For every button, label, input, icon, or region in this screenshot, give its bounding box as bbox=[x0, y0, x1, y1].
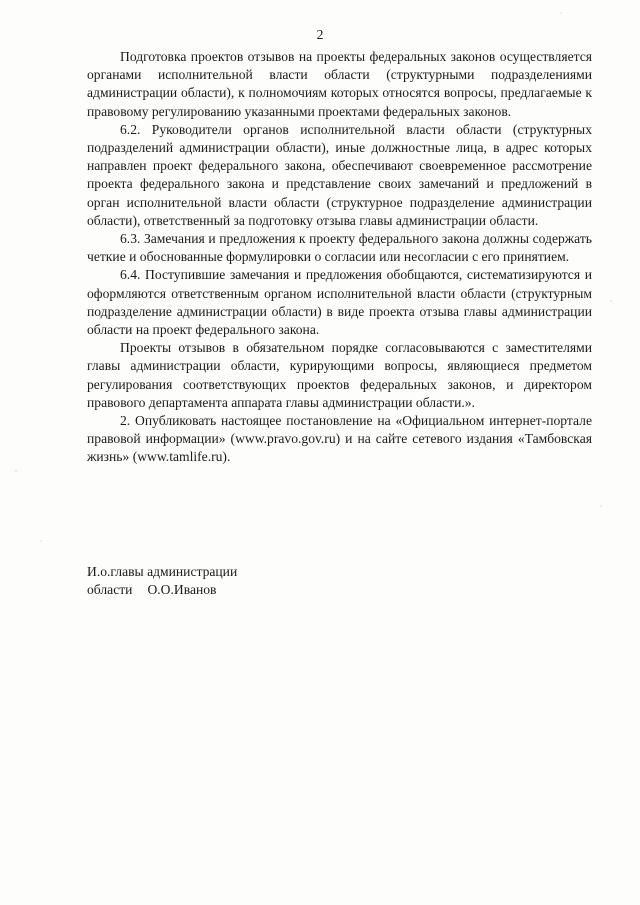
paragraph-6-3: 6.3. Замечания и предложения к проекту федерального закона должны содержать четкие и обоснованные формулировки о согласии или несогласии с его принятием. bbox=[87, 231, 592, 265]
signature-region: области bbox=[87, 582, 133, 597]
paragraph-6-4: 6.4. Поступившие замечания и предложения обобщаются, систематизируются и оформляются ответственным органом исполнительной власти области (структурным подразделение администрации области) в виде проекта отзыва главы администрации области на проект федерального закона. bbox=[87, 267, 592, 338]
signatory-name: О.О.Иванов bbox=[147, 582, 217, 597]
signature-title: И.о.главы администрации bbox=[87, 564, 238, 579]
signature-line-2 bbox=[87, 581, 387, 599]
paragraph-drafting-reviews: Подготовка проектов отзывов на проекты федеральных законов осуществляется органами исполнительной власти области (структурными подразделениями администрации области), к полномочиям которых относятся вопросы, предлагаемые к правовому регулированию указанными проектами федеральных законов. bbox=[87, 49, 592, 119]
document-body bbox=[87, 48, 592, 467]
scan-noise bbox=[40, 540, 42, 542]
paragraph-6-2: 6.2. Руководители органов исполнительной власти области (структурных подразделений администрации области), иные должностные лица, в адрес которых направлен проект федерального закона, обеспечивают своевременное рассмотрение проекта федерального закона и представление своих замечаний и предложений в орган исполнительной власти области (структурное подразделение администрации области), ответственный за подготовку отзыва главы администрации области. bbox=[87, 121, 592, 228]
paragraph-publish: 2. Опубликовать настоящее постановление на «Официальном интернет-портале правовой информации» (www.pravo.gov.ru) и на сайте сетевого издания «Тамбовская жизнь» (www.tamlife.ru). bbox=[87, 413, 592, 465]
signature-block bbox=[87, 563, 387, 599]
paragraph-approval: Проекты отзывов в обязательном порядке согласовываются с заместителями главы администрации области, курирующими вопросы, являющиеся предметом регулирования соответствующих проектов федеральных законов, и директором правового департамента аппарата главы администрации области.». bbox=[87, 340, 592, 410]
scan-noise bbox=[610, 300, 612, 302]
page-number: 2 bbox=[316, 27, 324, 42]
scan-noise bbox=[15, 470, 17, 472]
scan-noise bbox=[600, 505, 602, 507]
scan-noise bbox=[560, 12, 562, 14]
